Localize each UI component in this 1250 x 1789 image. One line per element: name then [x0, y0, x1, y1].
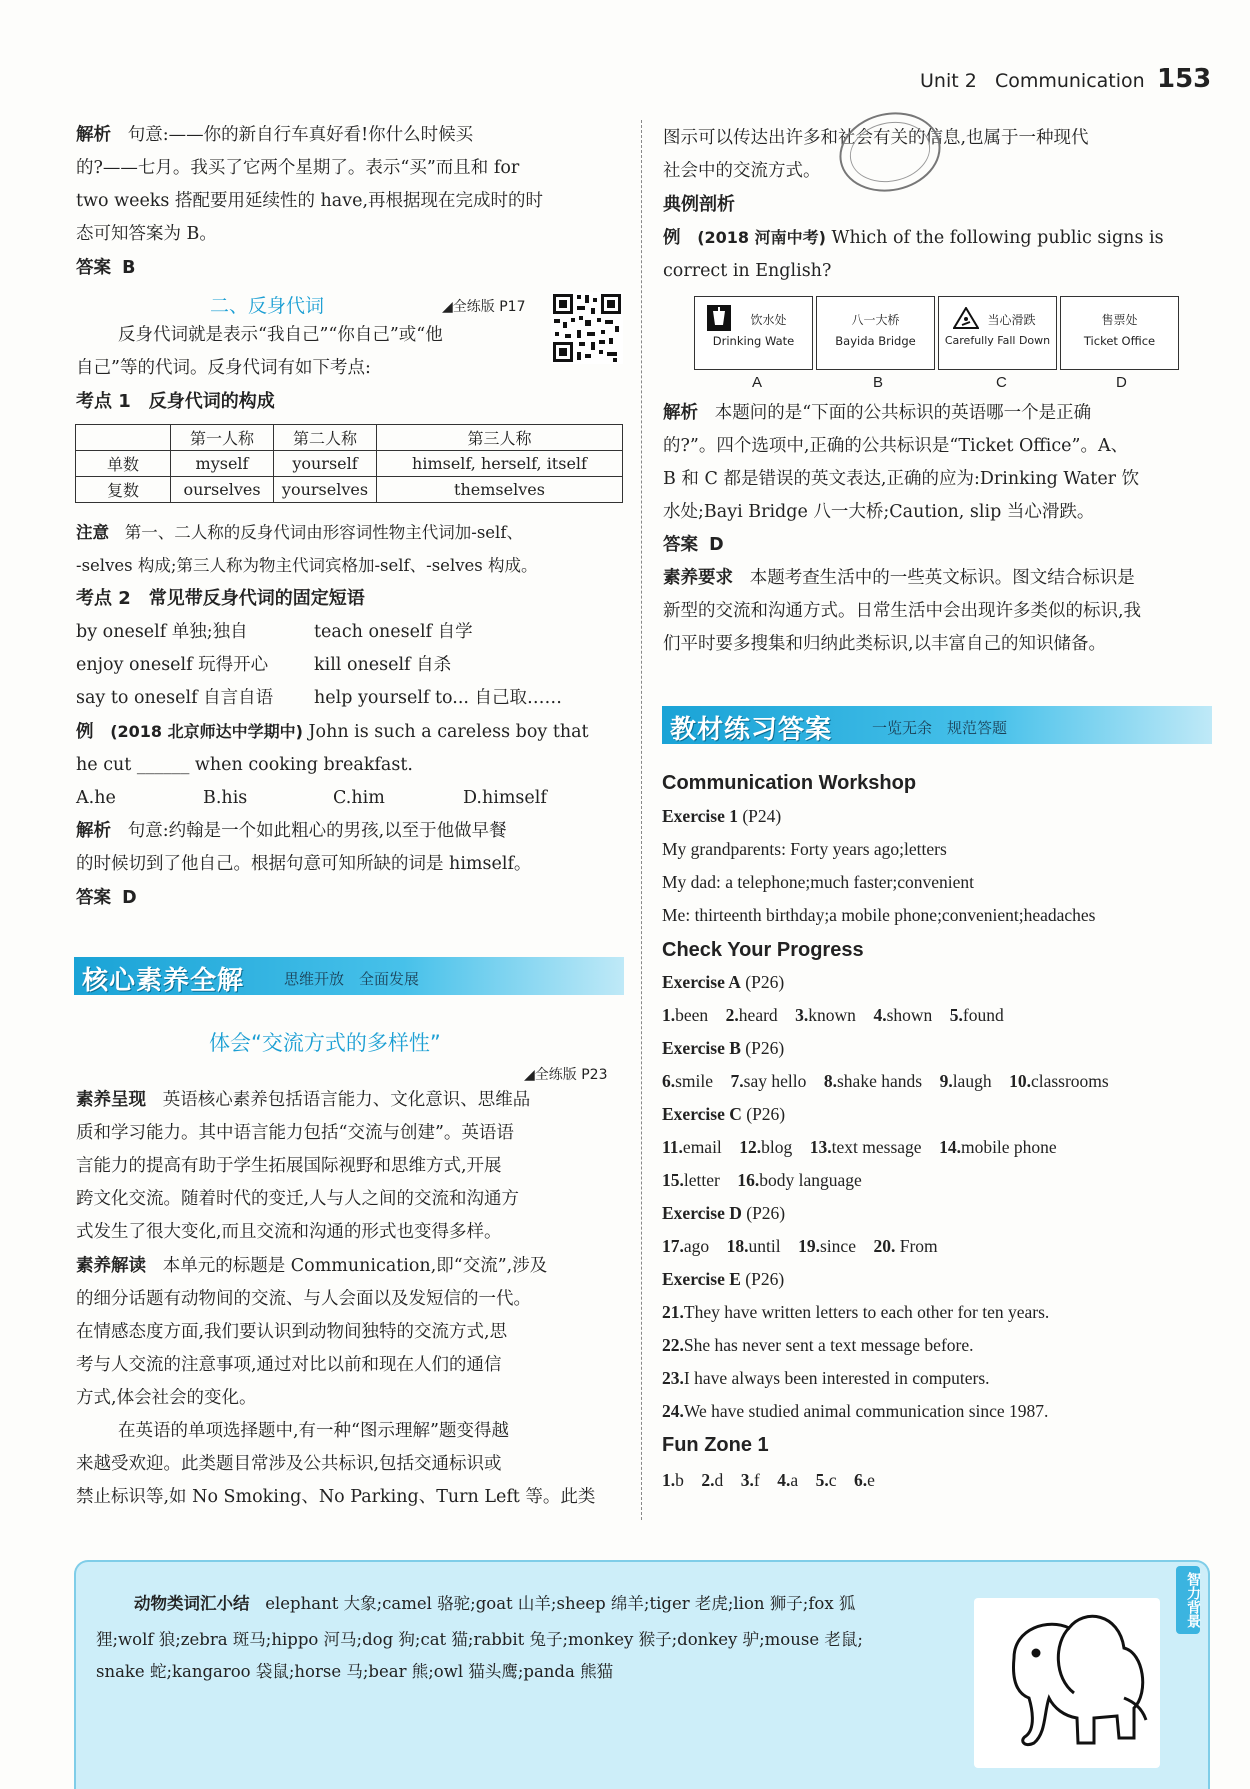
answer-text: found [962, 1005, 1004, 1025]
table-cell: ourselves [171, 477, 274, 503]
answer-number: 16. [737, 1170, 760, 1190]
core-title: 体会“交流方式的多样性” [209, 1031, 441, 1055]
answer-number: 8. [823, 1071, 837, 1091]
sign-d [1060, 296, 1179, 370]
page-header [920, 70, 1145, 92]
vocabulary-title: 动物类词汇小结 [134, 1594, 250, 1613]
table-cell: 复数 [76, 477, 171, 503]
answer-text: email [682, 1137, 722, 1157]
answer-number: 21. [662, 1302, 684, 1322]
text-line: Which of the following public signs is [831, 228, 1164, 248]
table-cell: themselves [377, 477, 623, 503]
sign-letter: D [1116, 374, 1127, 391]
answer-number: 15. [662, 1170, 684, 1190]
answer-number: 23. [662, 1368, 684, 1388]
answer-row [662, 1368, 990, 1389]
warning-triangle-icon [953, 307, 979, 333]
answer-text: until [748, 1236, 781, 1256]
section-title: 二、反身代词 [210, 295, 325, 317]
answer-text: They have written letters to each other for ten years. [683, 1302, 1050, 1322]
page-number: 153 [1157, 64, 1212, 94]
text-line: 在英语的单项选择题中,有一种“图示理解”题变得越 [118, 1421, 509, 1441]
answer-text: d [714, 1470, 724, 1490]
unit-label: Unit 2 [920, 70, 977, 92]
text-line: 句意:约翰是一个如此粗心的男孩,以至于他做早餐 [127, 821, 507, 841]
text-line: he cut ______ when cooking breakfast. [76, 755, 413, 775]
text-line: 们平时要多搜集和归纳此类标识,以丰富自己的知识储备。 [663, 634, 1107, 654]
table-row [76, 451, 623, 477]
answer-number: 4. [777, 1470, 791, 1490]
reflexive-pronoun-table [75, 424, 623, 503]
answer-text: ago [683, 1236, 710, 1256]
sign-en: Drinking Wate [712, 334, 795, 348]
analysis-label: 解析 [76, 821, 111, 841]
core-ref: ◢全练版 P23 [524, 1067, 608, 1083]
exercise-label: Exercise 1 [662, 806, 738, 826]
text-line: 考与人交流的注意事项,通过对比以前和现在人们的通信 [76, 1355, 502, 1375]
answer-number: 5. [949, 1005, 963, 1025]
answer-label: 答案 [76, 888, 111, 908]
answer-row [662, 1302, 1049, 1323]
qr-code-icon[interactable] [551, 292, 623, 364]
vocabulary-summary-box [74, 1560, 1210, 1789]
answer-number: 5. [815, 1470, 829, 1490]
answer-number: 20. [873, 1236, 896, 1256]
text-line: 本题问的是“下面的公共标识的英语哪一个是正确 [714, 403, 1092, 423]
option-c: C.him [333, 788, 385, 808]
example-label: 例 [663, 228, 681, 248]
sign-b [816, 296, 935, 370]
answer-line: My dad: a telephone;much faster;convenient [662, 872, 974, 892]
table-cell [76, 425, 171, 451]
sign-cn: 饮水处 [750, 313, 787, 327]
text-line: 禁止标识等,如 No Smoking、No Parking、Turn Left 等。此类 [76, 1487, 596, 1507]
exercise-page: (P24) [742, 806, 782, 826]
exercise-label: Exercise B [662, 1038, 741, 1058]
present-label: 素养呈现 [76, 1090, 146, 1110]
text-line: -selves 构成;第三人称为物主代词宾格加-self、-selves 构成。 [76, 556, 538, 575]
fun-zone-heading: Fun Zone 1 [662, 1434, 769, 1456]
answer-row [662, 1401, 1048, 1422]
text-line: correct in English? [663, 261, 832, 281]
sign-a [694, 296, 813, 370]
answer-number: 22. [662, 1335, 684, 1355]
answer-text: classrooms [1030, 1071, 1109, 1091]
answer-value: D [709, 535, 724, 555]
answer-text: laugh [952, 1071, 992, 1091]
answer-text: known [808, 1005, 856, 1025]
answer-number: 6. [662, 1071, 676, 1091]
requirement-label: 素养要求 [663, 568, 733, 588]
text-line: 的?——七月。我买了它两个星期了。表示“买”而且和 for [76, 158, 520, 178]
table-cell: 第二人称 [274, 425, 377, 451]
answer-number: 19. [798, 1236, 820, 1256]
stamp-icon [835, 108, 945, 196]
answer-number: 7. [730, 1071, 744, 1091]
example-label: 例 [76, 722, 94, 742]
phrase-item: enjoy oneself 玩得开心 [76, 655, 269, 675]
sign-cn: 售票处 [1101, 313, 1138, 327]
exercise-label: Exercise D [662, 1203, 742, 1223]
answer-number: 4. [873, 1005, 887, 1025]
table-header-row [76, 425, 623, 451]
text-line: 式发生了很大变化,而且交流和沟通的形式也变得多样。 [76, 1222, 502, 1242]
text-line: 英语核心素养包括语言能力、文化意识、思维品 [162, 1090, 531, 1110]
answer-number: 2. [725, 1005, 739, 1025]
answer-number: 13. [809, 1137, 832, 1157]
answer-number: 1. [662, 1005, 676, 1025]
answer-text: b [675, 1470, 684, 1490]
exercise-page: (P26) [745, 972, 785, 992]
answer-text: I have always been interested in computers. [683, 1368, 990, 1388]
banner-subtitle: 一览无余 规范答题 [872, 719, 1008, 737]
answer-line: Me: thirteenth birthday;a mobile phone;convenient;headaches [662, 905, 1096, 925]
sign-en: Ticket Office [1083, 334, 1156, 348]
text-line: 图示可以传达出许多和社会有关的信息,也属于一种现代 [663, 128, 1089, 148]
answer-number: 12. [739, 1137, 762, 1157]
exercise-page: (P26) [745, 1038, 785, 1058]
answer-row [662, 1137, 1057, 1158]
text-line: 水处;Bayi Bridge 八一大桥;Caution, slip 当心滑跌。 [663, 502, 1095, 522]
answer-text: f [753, 1470, 760, 1490]
text-line: 在情感态度方面,我们要认识到动物间独特的交流方式,思 [76, 1322, 508, 1342]
progress-heading: Check Your Progress [662, 939, 864, 961]
answer-text: From [899, 1236, 938, 1256]
answer-text: c [828, 1470, 837, 1490]
text-line: 的细分话题有动物间的交流、与人会面以及发短信的一代。 [76, 1289, 531, 1309]
text-line: 态可知答案为 B。 [76, 224, 217, 244]
exercise-page: (P26) [746, 1104, 786, 1124]
answer-value: D [122, 888, 137, 908]
answer-text: since [820, 1236, 856, 1256]
phrase-item: teach oneself 自学 [314, 622, 473, 642]
answer-number: 24. [662, 1401, 684, 1421]
answer-row [662, 1071, 1109, 1092]
text-line: 句意:——你的新自行车真好看!你什么时候买 [127, 125, 474, 145]
core-literacy-banner [74, 957, 624, 995]
banner-subtitle: 思维开放 全面发展 [284, 970, 420, 988]
answer-text: We have studied animal communication since 1987. [683, 1401, 1049, 1421]
answer-row [662, 1470, 875, 1491]
table-cell: yourself [274, 451, 377, 477]
column-divider [641, 120, 642, 1520]
side-tag: 智力背景 [1176, 1566, 1200, 1634]
table-cell: 第三人称 [377, 425, 623, 451]
phrase-item: kill oneself 自杀 [314, 655, 452, 675]
answer-text: mobile phone [960, 1137, 1057, 1157]
answer-text: body language [759, 1170, 862, 1190]
answer-label: 答案 [76, 258, 111, 278]
text-line: 言能力的提高有助于学生拓展国际视野和思维方式,开展 [76, 1156, 502, 1176]
table-cell: yourselves [274, 477, 377, 503]
answer-number: 11. [662, 1137, 683, 1157]
keypoint-title: 考点 1 反身代词的构成 [76, 391, 275, 412]
example-source: (2018 河南中考) [697, 228, 826, 247]
text-line: 本题考查生活中的一些英文标识。图文结合标识是 [749, 568, 1135, 588]
answer-text: shake hands [837, 1071, 923, 1091]
answer-value: B [122, 258, 136, 278]
table-row [76, 477, 623, 503]
answer-row [662, 1005, 1004, 1026]
interpret-label: 素养解读 [76, 1256, 146, 1276]
answer-number: 3. [795, 1005, 809, 1025]
table-cell: 第一人称 [171, 425, 274, 451]
phrase-item: by oneself 单独;独自 [76, 622, 248, 642]
text-line: 方式,体会社会的变化。 [76, 1388, 257, 1408]
answer-line: My grandparents: Forty years ago;letters [662, 839, 947, 859]
text-line: 第一、二人称的反身代词由形容词性物主代词加-self、 [124, 523, 523, 542]
text-line: 本单元的标题是 Communication,即“交流”,涉及 [162, 1256, 548, 1276]
answer-row [662, 1170, 862, 1191]
answer-text: a [790, 1470, 799, 1490]
answer-number: 14. [939, 1137, 961, 1157]
answer-row [662, 1335, 974, 1356]
example-source: (2018 北京师达中学期中) [110, 722, 303, 741]
text-line: John is such a careless boy that [308, 722, 589, 742]
elephant-icon [974, 1598, 1160, 1768]
workshop-heading: Communication Workshop [662, 772, 917, 794]
option-b: B.his [203, 788, 248, 808]
sign-letter: C [996, 374, 1007, 391]
text-line: 质和学习能力。其中语言能力包括“交流与创建”。英语语 [76, 1123, 514, 1143]
answer-number: 10. [1009, 1071, 1031, 1091]
answer-text: been [675, 1005, 709, 1025]
text-line: snake 蛇;kangaroo 袋鼠;horse 马;bear 熊;owl 猫头鹰;panda 熊猫 [96, 1662, 614, 1681]
answer-number: 17. [662, 1236, 684, 1256]
answer-text: say hello [743, 1071, 807, 1091]
answer-text: text message [831, 1137, 922, 1157]
option-a: A.he [76, 788, 116, 808]
text-line: 的时候切到了他自己。根据句意可知所缺的词是 himself。 [76, 854, 532, 874]
phrase-item: help yourself to... 自己取…… [314, 688, 563, 708]
table-cell: myself [171, 451, 274, 477]
answer-text: shown [886, 1005, 933, 1025]
option-d: D.himself [463, 788, 547, 808]
text-line: elephant 大象;camel 骆驼;goat 山羊;sheep 绵羊;tiger 老虎;lion 狮子;fox 狐 [265, 1594, 856, 1613]
answer-row [662, 1236, 938, 1257]
banner-title: 核心素养全解 [82, 966, 245, 996]
text-line: B 和 C 都是错误的英文表达,正确的应为:Drinking Water 饮 [663, 469, 1140, 489]
text-line: 新型的交流和沟通方式。日常生活中会出现许多类似的标识,我 [663, 601, 1142, 621]
exercise-label: Exercise E [662, 1269, 741, 1289]
answer-number: 2. [701, 1470, 715, 1490]
sign-letter: A [752, 374, 763, 391]
exercise-label: Exercise A [662, 972, 741, 992]
answer-text: She has never sent a text message before. [683, 1335, 974, 1355]
answer-text: heard [738, 1005, 778, 1025]
answer-text: letter [683, 1170, 720, 1190]
answer-number: 1. [662, 1470, 676, 1490]
answer-number: 18. [726, 1236, 749, 1256]
answer-text: e [867, 1470, 875, 1490]
cup-icon [707, 305, 731, 331]
table-cell: 单数 [76, 451, 171, 477]
text-line: 的?”。四个选项中,正确的公共标识是“Ticket Office”。A、 [663, 436, 1129, 456]
analysis-label: 解析 [76, 125, 111, 145]
sign-cn: 八一大桥 [851, 313, 900, 327]
table-cell: himself, herself, itself [377, 451, 623, 477]
answer-number: 6. [854, 1470, 868, 1490]
answer-number: 9. [939, 1071, 953, 1091]
answer-text: blog [761, 1137, 793, 1157]
answer-number: 3. [740, 1470, 754, 1490]
exercise-label: Exercise C [662, 1104, 742, 1124]
exercise-page: (P26) [746, 1203, 786, 1223]
exercise-page: (P26) [745, 1269, 785, 1289]
answer-text: smile [675, 1071, 714, 1091]
text-line: 反身代词就是表示“我自己”“你自己”或“他 [118, 325, 443, 345]
text-line: 跨文化交流。随着时代的变迁,人与人之间的交流和沟通方 [76, 1189, 520, 1209]
text-line: 社会中的交流方式。 [663, 161, 821, 181]
sign-en: Carefully Fall Down [944, 334, 1051, 347]
unit-title: Communication [994, 70, 1145, 92]
textbook-answers-banner [662, 706, 1212, 744]
sign-c [938, 296, 1057, 370]
sign-en: Bayida Bridge [835, 334, 916, 348]
sign-letter: B [873, 374, 884, 391]
banner-title: 教材练习答案 [670, 715, 833, 745]
sign-cn: 当心滑跌 [987, 313, 1036, 327]
section-ref: ◢全练版 P17 [442, 299, 526, 315]
analysis-label: 解析 [663, 403, 698, 423]
note-label: 注意 [76, 523, 109, 542]
phrase-item: say to oneself 自言自语 [76, 688, 274, 708]
typical-title: 典例剖析 [663, 194, 735, 215]
text-line: 自己”等的代词。反身代词有如下考点: [76, 358, 371, 378]
text-line: 狸;wolf 狼;zebra 斑马;hippo 河马;dog 狗;cat 猫;rabbit 兔子;monkey 猴子;donkey 驴;mouse 老鼠; [96, 1630, 863, 1649]
keypoint-title: 考点 2 常见带反身代词的固定短语 [76, 588, 365, 609]
answer-label: 答案 [663, 535, 698, 555]
text-line: two weeks 搭配要用延续性的 have,再根据现在完成时的时 [76, 191, 544, 211]
text-line: 来越受欢迎。此类题目常涉及公共标识,包括交通标识或 [76, 1454, 502, 1474]
